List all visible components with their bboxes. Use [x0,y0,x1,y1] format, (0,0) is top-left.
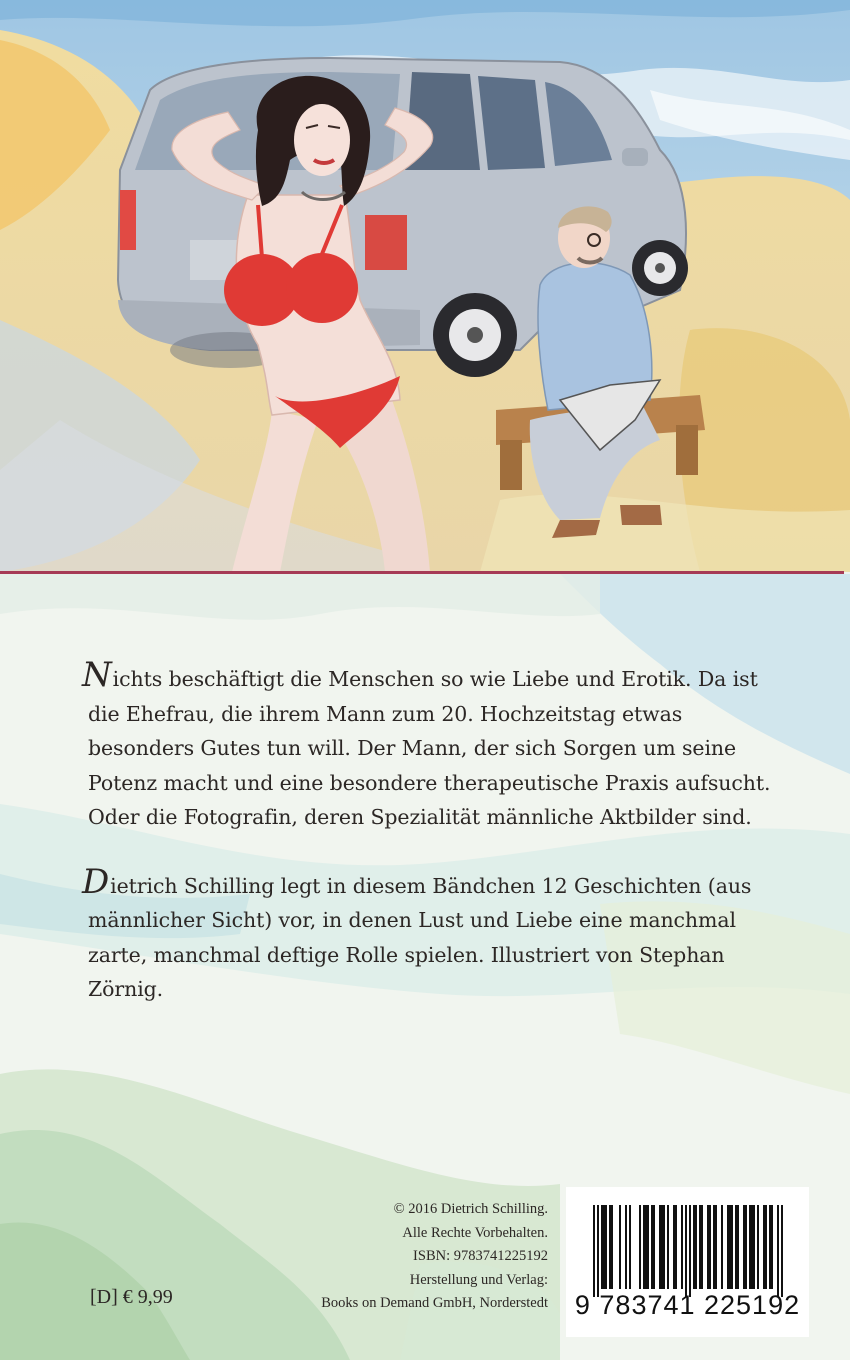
drop-cap: D [82,861,110,902]
copyright-line: © 2016 Dietrich Schilling. [393,1201,548,1217]
barcode-bar [611,1205,613,1289]
barcode-bar [699,1205,701,1289]
barcode-bar [701,1205,703,1289]
barcode-bar [749,1205,751,1289]
publisher-label: Herstellung und Verlag: [409,1271,548,1288]
cover-illustration [0,0,850,572]
barcode-bar [681,1205,683,1289]
barcode-bar [597,1205,599,1297]
barcode-bar [601,1205,603,1289]
price-label: [D] € 9,99 [90,1286,173,1308]
barcode-bar [745,1205,747,1289]
barcode-bar [651,1205,653,1289]
barcode-bar [735,1205,737,1289]
imprint [256,1198,548,1316]
barcode-bar [619,1205,621,1289]
barcode-bar [661,1205,663,1289]
barcode-digits: 9 783741 225192 [574,1290,801,1320]
barcode-bar [603,1205,605,1289]
barcode-bar [737,1205,739,1289]
barcode-bar [765,1205,767,1289]
barcode-bar [729,1205,731,1289]
barcode-bar [647,1205,649,1289]
barcode-bar [709,1205,711,1289]
barcode-bar [743,1205,745,1289]
barcode-bar [715,1205,717,1289]
barcode-bar [731,1205,733,1289]
barcode-bar [771,1205,773,1289]
barcode-bar [707,1205,709,1289]
barcode-bar [777,1205,779,1297]
barcode-bar [605,1205,607,1289]
barcode-bar [645,1205,647,1289]
blurb-paragraph-1 [82,655,778,835]
blurb-text [82,655,778,1007]
barcode-bar [689,1205,691,1297]
barcode-bar [769,1205,771,1289]
barcode-bar [751,1205,753,1289]
barcode-bar [727,1205,729,1289]
barcode-bar [713,1205,715,1289]
barcode-bar [609,1205,611,1289]
barcode-bar [781,1205,783,1297]
barcode-bar [757,1205,759,1289]
barcode-bar [693,1205,695,1289]
barcode-bar [667,1205,669,1289]
barcode-bar [639,1205,641,1289]
barcode-bar [643,1205,645,1289]
barcode-bar [753,1205,755,1289]
barcode-bar [721,1205,723,1289]
isbn-line: ISBN: 9783741225192 [413,1248,548,1264]
paragraph-body: ichts beschäftigt die Menschen so wie Liebe und Erotik. Da ist die Ehefrau, die ihrem Mann zum 20. Hochzeitstag etwas besonders Gutes tun will. Der Mann, der sich Sorgen um seine Potenz macht und eine besondere therapeutische Praxis aufsucht. Oder die Fotografin, deren Spezialität männliche Aktbilder sind. [88,667,771,829]
paragraph-body: ietrich Schilling legt in diesem Bändchen 12 Geschichten (aus männlicher Sicht) vor, in denen Lust und Liebe eine manchmal zarte, manchmal deftige Rolle spielen. Illustriert von Stephan Zörnig. [88,873,752,1001]
watercolor-illustration [0,0,850,572]
barcode-bar [663,1205,665,1289]
barcode-bar [763,1205,765,1289]
publisher-name: Books on Demand GmbH, Norderstedt [321,1295,548,1311]
barcode-bar [673,1205,675,1289]
barcode [566,1187,809,1337]
drop-cap: N [82,655,112,695]
barcode-bar [675,1205,677,1289]
blurb-paragraph-2 [82,861,778,1007]
barcode-bar [659,1205,661,1289]
barcode-bar [629,1205,631,1289]
barcode-bar [695,1205,697,1289]
barcode-bar [593,1205,595,1297]
barcode-bar [625,1205,627,1289]
barcode-bar [653,1205,655,1289]
barcode-bar [685,1205,687,1297]
rights-line: Alle Rechte Vorbehalten. [402,1224,548,1241]
